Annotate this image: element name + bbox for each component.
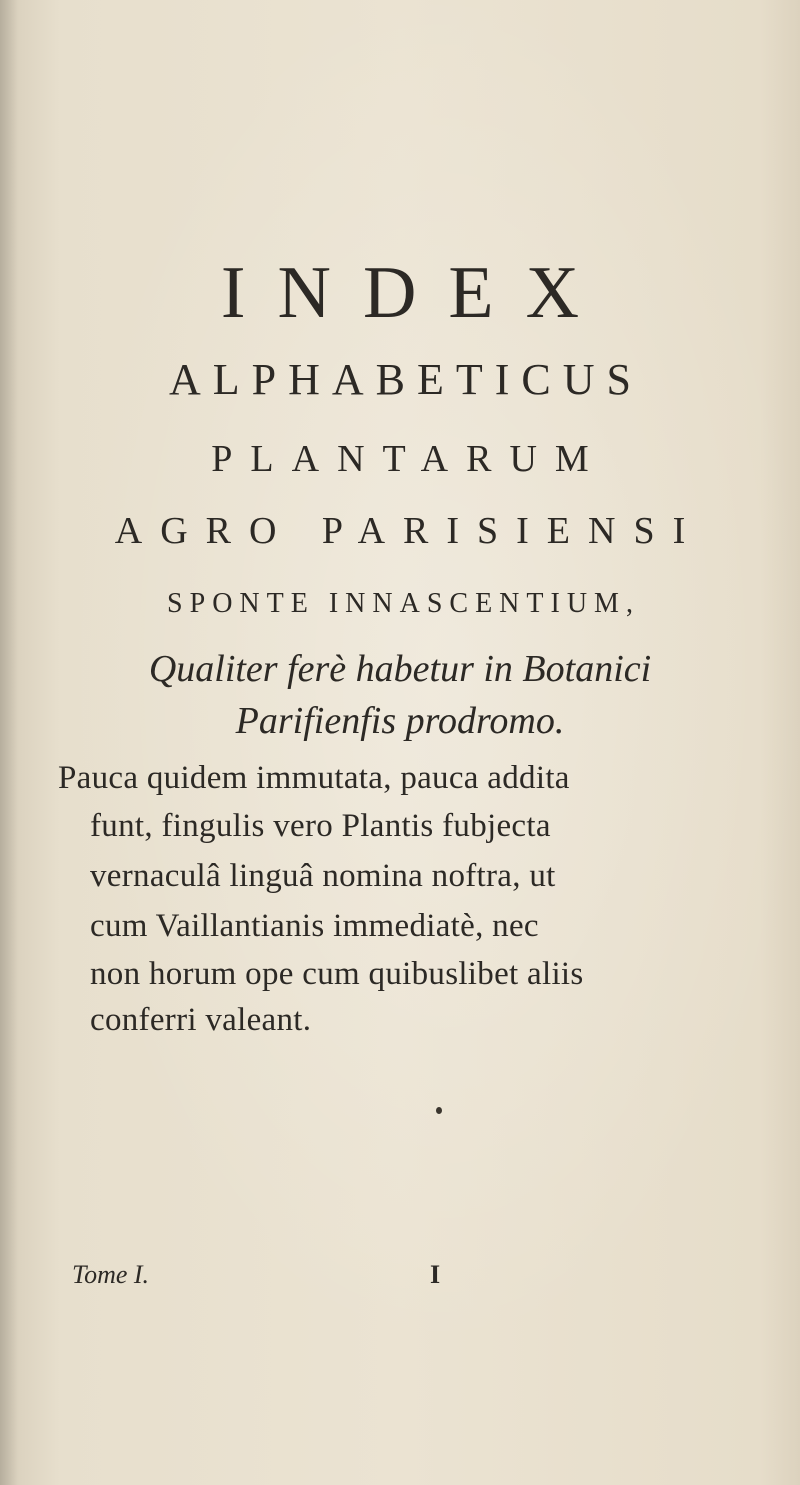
page-gutter-shadow — [0, 0, 18, 1485]
paragraph-line-3: vernaculâ linguâ nomina noftra, ut — [90, 858, 556, 894]
title-plantarum: PLANTARUM — [211, 438, 607, 480]
subtitle-line-1: Qualiter ferè habetur in Botanici — [148, 648, 652, 690]
title-agro-parisiensi: AGRO PARISIENSI — [114, 510, 704, 552]
title-alphabeticus: ALPHABETICUS — [168, 355, 644, 404]
ink-dot-ornament — [436, 1107, 442, 1114]
title-index: INDEX — [220, 252, 612, 334]
subtitle-line-2: Parifienfis prodromo. — [235, 700, 565, 742]
footer-volume-label: Tome I. — [72, 1260, 150, 1289]
footer-signature-mark: I — [430, 1260, 441, 1289]
paragraph-line-6: conferri valeant. — [90, 1002, 312, 1038]
paragraph-line-2: funt, fingulis vero Plantis fubjecta — [90, 808, 551, 844]
paragraph-line-5: non horum ope cum quibuslibet aliis — [90, 956, 584, 992]
title-sponte-innascentium: SPONTE INNASCENTIUM, — [167, 588, 640, 619]
paragraph-line-4: cum Vaillantianis immediatè, nec — [90, 908, 539, 944]
paragraph-line-1: Pauca quidem immutata, pauca addita — [58, 760, 570, 796]
